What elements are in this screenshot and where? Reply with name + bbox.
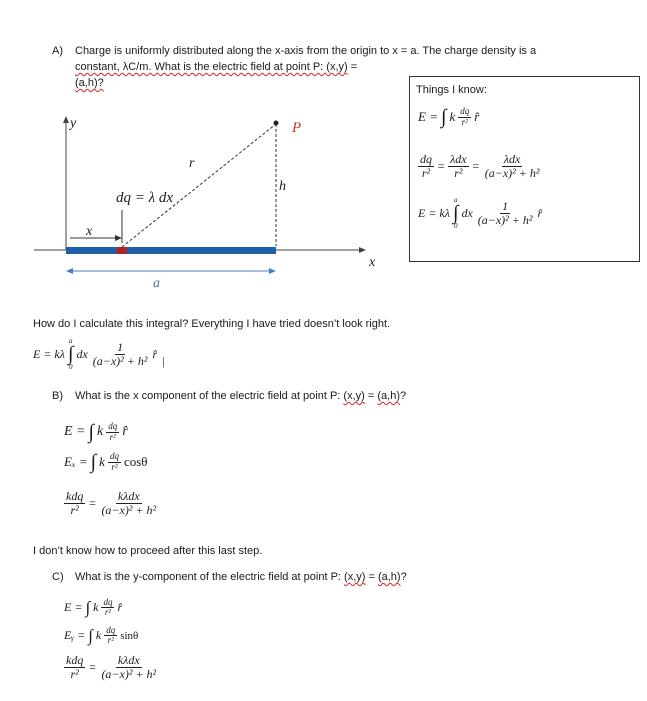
integral-sign: ∫ bbox=[440, 106, 447, 128]
part-c-label: C) bbox=[52, 571, 64, 583]
part-a-text-line2 bbox=[75, 61, 357, 73]
part-c-l2-lhs: Eᵧ = bbox=[64, 628, 86, 643]
equals-sign: = bbox=[88, 495, 97, 510]
part-b-ah: (a,h) bbox=[377, 390, 400, 402]
part-c-l3-num2: kλdx bbox=[117, 653, 140, 667]
part-b-l1-rhat: r̂ bbox=[122, 424, 128, 439]
part-c-l1-rhat: r̂ bbox=[117, 600, 123, 615]
integral-sign: ∫ bbox=[90, 451, 97, 473]
equals-sign: = bbox=[437, 158, 446, 173]
known-eq3-rhat: r̂ bbox=[537, 205, 543, 220]
known-eq2-num3: λdx bbox=[503, 152, 521, 166]
integral-sign: ∫ bbox=[88, 626, 93, 646]
equals-sign: = bbox=[471, 158, 480, 173]
part-b-text-pre: What is the x component of the electric field at point P: bbox=[75, 390, 344, 402]
integral-sign: ∫ bbox=[67, 343, 74, 366]
part-b-eq-sign: = bbox=[364, 390, 378, 402]
charged-rod bbox=[66, 247, 276, 254]
part-b-q: ? bbox=[399, 390, 407, 402]
integral-sign: ∫ bbox=[85, 598, 91, 618]
part-c-xy: (x,y) bbox=[344, 571, 366, 583]
r-vector-line bbox=[122, 124, 276, 247]
known-eq-dq-over-r2 bbox=[418, 153, 541, 179]
known-eq1-num: dq bbox=[460, 106, 470, 117]
a-length-arrowhead-right bbox=[269, 268, 276, 274]
h-label: h bbox=[279, 179, 286, 194]
y-axis-arrow bbox=[63, 116, 69, 123]
part-c-l3-num1: kdq bbox=[66, 653, 84, 667]
part-b-xy: (x,y) bbox=[343, 390, 365, 402]
part-b-l2-lhs: Eₓ = bbox=[64, 454, 88, 469]
part-c-text-pre: What is the y-component of the electric field at point P: bbox=[75, 571, 345, 583]
part-b-eq3 bbox=[64, 490, 158, 516]
part-c-q: ? bbox=[400, 571, 407, 583]
equals-sign: = bbox=[88, 659, 97, 674]
part-b-l2-num: dq bbox=[109, 451, 119, 462]
things-i-know-box bbox=[409, 76, 640, 262]
part-c-l3-den1: r² bbox=[70, 666, 79, 681]
known-eq3-lhs: E = kλ bbox=[418, 205, 450, 220]
x-distance-arrowhead bbox=[115, 235, 122, 241]
question-eq-lhs: E = kλ bbox=[33, 346, 65, 361]
part-b-l2-k: k bbox=[99, 454, 105, 469]
known-eq3-upper: a bbox=[453, 196, 458, 204]
part-c-ah: (a,h) bbox=[377, 571, 401, 583]
part-a-line2-post: = bbox=[347, 61, 358, 73]
charge-element-dq bbox=[117, 247, 127, 254]
known-eq2-den1: r² bbox=[421, 165, 431, 180]
integral-sign: ∫ bbox=[88, 421, 94, 443]
part-c-text bbox=[75, 571, 407, 583]
part-c-l2-k: k bbox=[95, 628, 102, 643]
known-eq1-rhat: r̂ bbox=[474, 109, 480, 124]
question-eq-dx: dx bbox=[76, 346, 88, 361]
question-eq-rhat: r̂ bbox=[152, 346, 158, 361]
question-eq-lower: 0 bbox=[68, 363, 73, 372]
question-text: How do I calculate this integral? Everything I have tried doesn’t look right. bbox=[33, 318, 391, 330]
part-c-eq3 bbox=[64, 654, 158, 680]
known-eq3-den: (a−x)² + h² bbox=[477, 212, 533, 227]
part-a-line2-pre: constant, λC/m. What is the electric field at point P: bbox=[75, 61, 327, 73]
known-eq2-den3: (a−x)² + h² bbox=[484, 165, 540, 180]
x-axis-arrow bbox=[359, 247, 366, 253]
part-b-text bbox=[75, 390, 406, 402]
part-c-l1-k: k bbox=[93, 600, 99, 615]
point-p-marker bbox=[274, 121, 279, 126]
known-eq1-den: r² bbox=[461, 116, 468, 127]
known-eq2-num1: dq bbox=[420, 152, 432, 166]
point-p-label: P bbox=[292, 120, 302, 136]
part-a-text-line3: (a,h)? bbox=[75, 77, 104, 89]
question-eq-den: (a−x)² + h² bbox=[92, 353, 148, 368]
question-integral-eq bbox=[33, 338, 165, 371]
known-eq1-k: k bbox=[449, 109, 456, 124]
things-i-know-title: Things I know: bbox=[416, 84, 487, 96]
dq-label: dq = λ dx bbox=[116, 190, 174, 206]
part-c-l2-den: r² bbox=[107, 635, 114, 646]
part-b-l3-den2: (a−x)² + h² bbox=[101, 502, 157, 517]
part-b-l1-num: dq bbox=[108, 421, 118, 432]
r-label: r bbox=[189, 156, 195, 171]
part-b-l1-den: r² bbox=[109, 431, 116, 442]
integral-sign: ∫ bbox=[452, 202, 459, 225]
part-b-l2-den: r² bbox=[111, 461, 118, 472]
part-c-l2-num: dq bbox=[106, 625, 116, 635]
part-b-label: B) bbox=[52, 390, 63, 402]
known-eq-coulomb bbox=[418, 107, 479, 127]
part-b-followup: I don’t know how to proceed after this last step. bbox=[33, 545, 263, 557]
part-b-l1-k: k bbox=[96, 424, 104, 439]
part-b-l3-den1: r² bbox=[70, 502, 79, 517]
part-b-l3-num2: kλdx bbox=[117, 489, 140, 503]
part-a-label: A) bbox=[52, 45, 63, 57]
known-eq3-lower: 0 bbox=[453, 222, 458, 231]
known-eq3-dx: dx bbox=[461, 205, 473, 220]
a-length-arrowhead-left bbox=[66, 268, 73, 274]
known-eq2-den2: r² bbox=[454, 165, 463, 180]
known-eq3-num: 1 bbox=[502, 199, 509, 214]
part-b-eq2 bbox=[64, 452, 148, 472]
known-eq1-lhs: E = bbox=[418, 109, 438, 124]
x-label: x bbox=[86, 224, 93, 239]
part-c-l2-trig: sinθ bbox=[120, 629, 139, 642]
y-axis-label: y bbox=[70, 116, 77, 131]
part-b-l1-lhs: E = bbox=[64, 424, 86, 439]
part-a-line2-xy: (x,y) bbox=[326, 61, 348, 73]
question-eq-upper: a bbox=[68, 337, 73, 345]
charge-rod-figure bbox=[30, 110, 390, 295]
x-axis-label: x bbox=[369, 255, 376, 270]
part-c-l3-den2: (a−x)² + h² bbox=[101, 666, 157, 681]
part-c-l1-den: r² bbox=[104, 607, 112, 618]
part-c-l1-lhs: E = bbox=[64, 600, 83, 615]
part-a-text-line1: Charge is uniformly distributed along the x-axis from the origin to x = a. The charge density is a bbox=[75, 45, 537, 57]
part-c-eq2 bbox=[64, 626, 138, 646]
a-label: a bbox=[153, 276, 160, 291]
known-eq2-num2: λdx bbox=[450, 152, 467, 166]
part-b-l2-trig: cosθ bbox=[123, 454, 148, 469]
known-eq-integral bbox=[418, 197, 542, 230]
question-eq-num: 1 bbox=[117, 340, 124, 355]
part-b-l3-num1: kdq bbox=[66, 489, 84, 503]
part-c-eq-sign: = bbox=[365, 571, 378, 583]
part-c-l1-num: dq bbox=[103, 597, 113, 607]
text-cursor: | bbox=[162, 353, 165, 368]
part-b-eq1 bbox=[64, 422, 128, 442]
part-c-eq1 bbox=[64, 598, 122, 618]
